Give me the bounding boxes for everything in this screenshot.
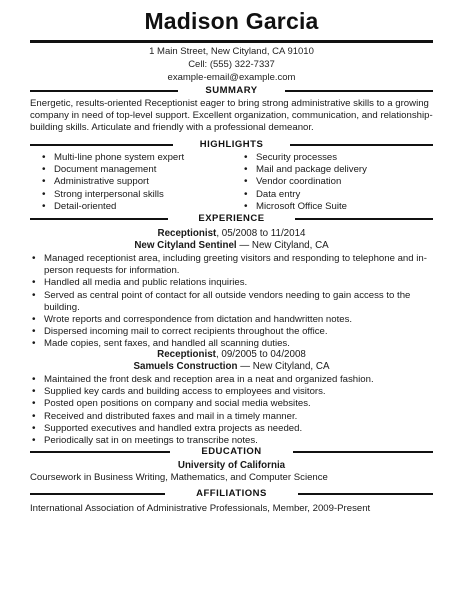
highlight-item: • Security processes [242, 152, 432, 164]
highlight-item: • Data entry [242, 189, 432, 201]
affiliations-heading-label: AFFILIATIONS [190, 488, 273, 499]
education-heading [30, 446, 433, 458]
contact-email: example-email@example.com [167, 72, 296, 83]
highlight-item: • Microsoft Office Suite [242, 201, 432, 213]
header-rule [30, 40, 433, 43]
duty-item: • Posted open positions on company and social media websites. [30, 398, 435, 410]
duty-item: • Served as central point of contact for all outside vendors needing to gain access to the building. [30, 290, 435, 314]
duty-item: • Made copies, sent faxes, and handled all scanning duties. [30, 338, 435, 350]
duty-item: • Maintained the front desk and reception area in a neat and organized fashion. [30, 374, 435, 386]
education-school: University of California [177, 460, 286, 471]
job-1-title: Receptionist [157, 228, 217, 239]
job-2-duties [30, 374, 435, 447]
highlight-item: • Document management [40, 164, 230, 176]
education-coursework: Coursework in Business Writing, Mathematics, and Computer Science [30, 472, 328, 483]
job-2-company-line [0, 361, 463, 373]
job-1-company-line [0, 240, 463, 252]
experience-heading [30, 213, 433, 225]
highlight-item: • Detail-oriented [40, 201, 230, 213]
job-2-title: Receptionist [157, 349, 216, 360]
job-2-title-line [0, 349, 463, 361]
highlights-right-column [242, 152, 432, 213]
affiliations-text: International Association of Administrative Professionals, Member, 2009-Present [30, 503, 371, 514]
duty-item: • Wrote reports and correspondence from dictation and handwritten notes. [30, 314, 435, 326]
summary-heading [30, 85, 433, 97]
job-1-title-line [0, 228, 463, 240]
job-2-dates: , 09/2005 to 04/2008 [215, 349, 306, 360]
contact-phone: Cell: (555) 322-7337 [188, 59, 275, 70]
job-1-location: — New Cityland, CA [239, 240, 329, 251]
education-heading-label: EDUCATION [195, 446, 267, 457]
duty-item: • Handled all media and public relations inquiries. [30, 277, 435, 289]
highlight-item: • Mail and package delivery [242, 164, 432, 176]
job-2-location: — New Cityland, CA [240, 361, 330, 372]
job-2-company: Samuels Construction [133, 361, 238, 372]
highlight-item: • Strong interpersonal skills [40, 189, 230, 201]
contact-address: 1 Main Street, New Cityland, CA 91010 [149, 46, 314, 57]
job-1-dates: , 05/2008 to 11/2014 [216, 228, 306, 239]
affiliations-heading [30, 488, 433, 500]
job-1-duties [30, 253, 435, 351]
highlights-heading [30, 139, 433, 151]
summary-text: Energetic, results-oriented Receptionist eager to bring strong administrative skills to a growing company in need of top-level support. Excellent organization, communication, and relationship-building skills. Articulate and friendly with a professional demeanor. [30, 98, 433, 134]
highlights-heading-label: HIGHLIGHTS [194, 139, 270, 150]
duty-item: • Periodically sat in on meetings to transcribe notes. [30, 435, 435, 447]
highlight-item: • Vendor coordination [242, 176, 432, 188]
candidate-name: Madison Garcia [144, 8, 319, 34]
duty-item: • Supplied key cards and building access to employees and visitors. [30, 386, 435, 398]
highlight-item: • Administrative support [40, 176, 230, 188]
summary-heading-label: SUMMARY [199, 85, 263, 96]
highlight-item: • Multi-line phone system expert [40, 152, 230, 164]
duty-item: • Supported executives and handled extra projects as needed. [30, 423, 435, 435]
experience-heading-label: EXPERIENCE [192, 213, 270, 224]
highlights-left-column [40, 152, 230, 213]
job-1-company: New Cityland Sentinel [134, 240, 237, 251]
duty-item: • Managed receptionist area, including greeting visitors and responding to telephone and in-person requests for information. [30, 253, 435, 277]
duty-item: • Received and distributed faxes and mail in a timely manner. [30, 411, 435, 423]
duty-item: • Dispersed incoming mail to correct recipients throughout the office. [30, 326, 435, 338]
